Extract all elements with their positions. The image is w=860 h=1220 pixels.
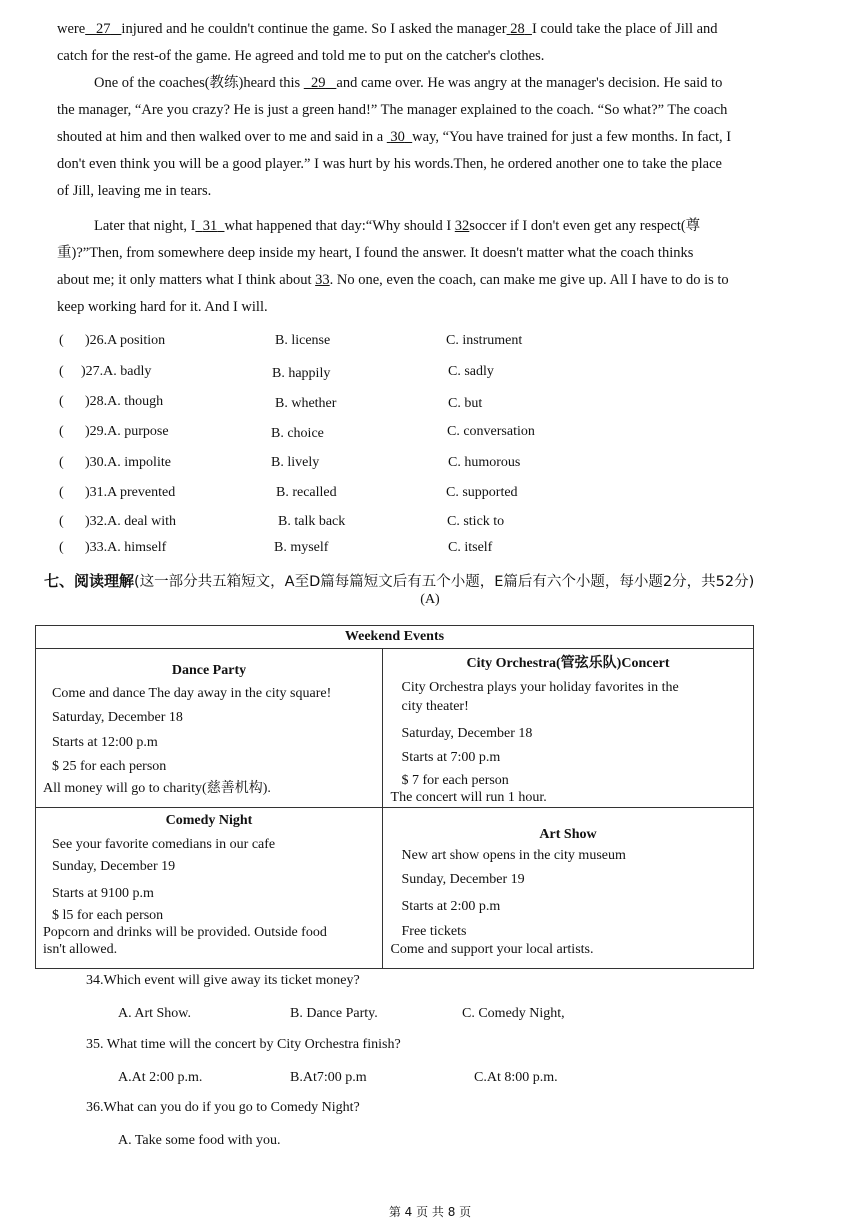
q35-option-a: A.At 2:00 p.m.	[118, 1070, 203, 1085]
blank-33: 33	[315, 272, 330, 288]
q34-option-a: A. Art Show.	[118, 1006, 191, 1021]
blank-32: 32	[454, 218, 470, 234]
option-c: C. sadly	[448, 364, 494, 379]
passage-line: shouted at him and then walked over to me and said in a 30 way, “You have trained for just a few months. In fact, I	[57, 129, 732, 145]
art-show-cell: Art Show New art show opens in the city museum Sunday, December 19 Starts at 2:00 p.m Free tickets Come and support your local artists.	[382, 808, 753, 969]
option-row: ( )33.A. himself	[59, 540, 167, 555]
event-title: Dance Party	[171, 663, 247, 678]
option-row: ( )31.A prevented	[59, 485, 176, 500]
blank-27: 27	[96, 21, 111, 37]
q35-option-b: B.At7:00 p.m	[290, 1070, 367, 1085]
q35-option-c: C.At 8:00 p.m.	[474, 1070, 558, 1085]
option-row: ( )26.A position	[59, 333, 166, 348]
passage-line: One of the coaches(教练)heard this 29 and came over. He was angry at the manager's decision. He said to	[94, 75, 723, 91]
blank-29: 29	[311, 75, 326, 91]
option-row: ( )30.A. impolite	[59, 455, 171, 470]
passage-line: were 27 injured and he couldn't continue the game. So I asked the manager 28 I could take the place of Jill and	[57, 21, 718, 37]
option-row: ( )28.A. though	[59, 394, 164, 409]
option-b: B. myself	[274, 540, 329, 555]
event-title: Comedy Night	[165, 813, 253, 828]
table-header: Weekend Events	[36, 626, 754, 649]
blank-28: 28	[510, 21, 525, 37]
passage-line: Later that night, I 31 what happened that day:“Why should I 32soccer if I don't even get any respect(尊	[94, 218, 701, 234]
passage-line: the manager, “Are you crazy? He is just a green hand!” The manager explained to the coach. “So what?” The coach	[57, 102, 728, 118]
section-heading: 七、阅读理解(这一部分共五箱短文，A至D篇每篇短文后有五个小题，E篇后有六个小题，每小题2分，共52分)	[44, 572, 755, 590]
question-36: 36.What can you do if you go to Comedy Night?	[86, 1100, 360, 1115]
option-row: ( )29.A. purpose	[59, 424, 169, 439]
option-row: ( )27.A. badly	[59, 364, 152, 379]
page-footer: 第 4 页 共 8 页	[388, 1205, 472, 1219]
passage-line: keep working hard for it. And I will.	[57, 299, 268, 315]
option-row: ( )32.A. deal with	[59, 514, 176, 529]
comedy-night-cell: Comedy Night See your favorite comedians in our cafe Sunday, December 19 Starts at 9100 p.m $ l5 for each person Popcorn and drinks will be provided. Outside food isn't allowed.	[36, 808, 383, 969]
option-c: C. but	[448, 396, 483, 411]
option-c: C. itself	[448, 540, 493, 555]
option-b: B. whether	[275, 396, 337, 411]
passage-label: (A)	[420, 592, 440, 607]
event-title: Art Show	[539, 827, 597, 842]
passage-line: of Jill, leaving me in tears.	[57, 183, 212, 199]
blank-31: 31	[202, 218, 218, 234]
q36-option-a: A. Take some food with you.	[118, 1133, 281, 1148]
blank-30: 30	[390, 129, 405, 145]
passage-line: 重)?”Then, from somewhere deep inside my heart, I found the answer. It doesn't matter what the coach thinks	[57, 245, 694, 261]
event-title: City Orchestra(管弦乐队)Concert	[466, 656, 670, 671]
passage-line: catch for the rest-of the game. He agreed and told me to put on the catcher's clothes.	[57, 48, 545, 64]
orchestra-concert-cell: City Orchestra(管弦乐队)Concert City Orchestra plays your holiday favorites in the city theater! Saturday, December 18 Starts at 7:00 p.m $ 7 for each person The concert will run 1 hour.	[382, 649, 753, 808]
passage-line: don't even think you will be a good player.” I was hurt by his words.Then, he ordered another one to take the place	[57, 156, 722, 172]
option-c: C. conversation	[447, 424, 535, 439]
option-b: B. recalled	[276, 485, 337, 500]
question-35: 35. What time will the concert by City Orchestra finish?	[86, 1037, 401, 1052]
q34-option-c: C. Comedy Night,	[462, 1006, 565, 1021]
option-b: B. lively	[271, 455, 320, 470]
option-c: C. instrument	[446, 333, 523, 348]
dance-party-cell: Dance Party Come and dance The day away in the city square! Saturday, December 18 Starts at 12:00 p.m $ 25 for each person All money will go to charity(慈善机构).	[36, 649, 383, 808]
option-c: C. supported	[446, 485, 518, 500]
option-b: B. choice	[271, 426, 324, 441]
cloze-passage	[57, 16, 835, 321]
passage-line: about me; it only matters what I think about 33. No one, even the coach, can make me give up. All I have to do is to	[57, 272, 729, 288]
weekend-events-table	[35, 625, 754, 969]
question-34: 34.Which event will give away its ticket money?	[86, 973, 360, 988]
option-c: C. humorous	[448, 455, 521, 470]
option-b: B. happily	[272, 366, 331, 381]
option-b: B. talk back	[278, 514, 346, 529]
q34-option-b: B. Dance Party.	[290, 1006, 378, 1021]
option-b: B. license	[275, 333, 331, 348]
option-c: C. stick to	[447, 514, 505, 529]
